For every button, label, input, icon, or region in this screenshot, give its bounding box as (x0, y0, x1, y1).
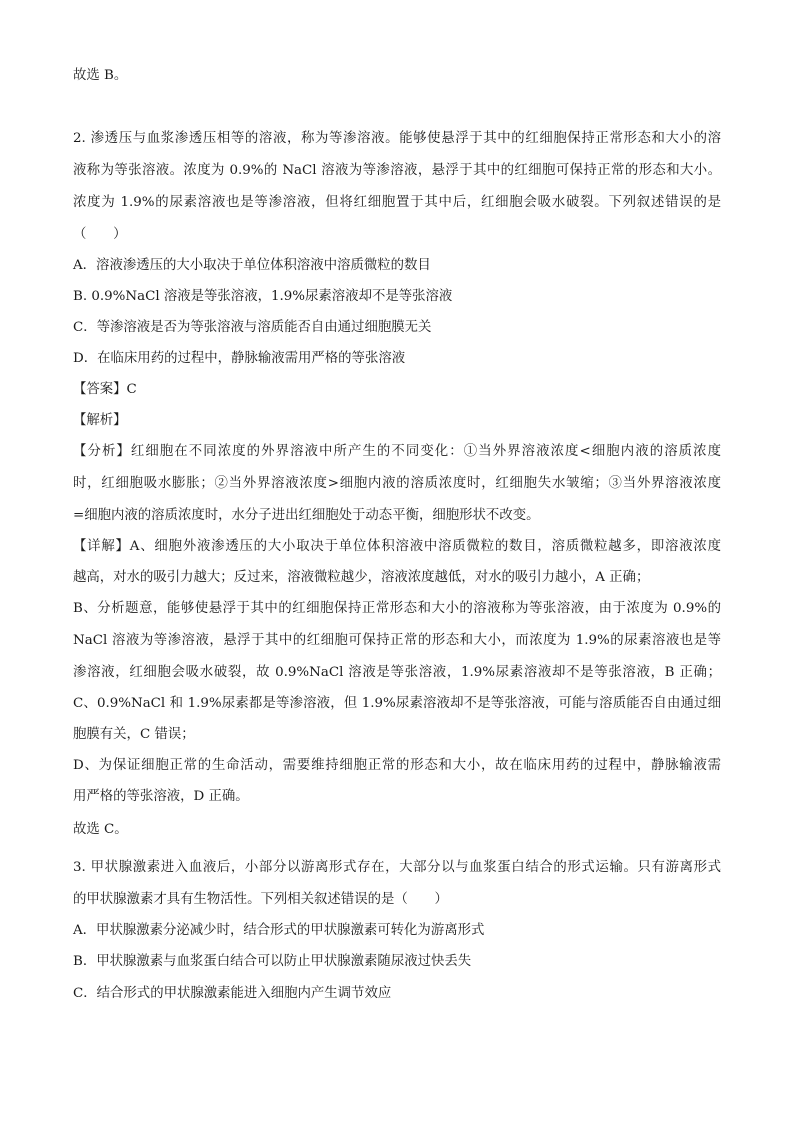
q2-detail-line-6: C、0.9%NaCl 和 1.9%尿素都是等渗溶液，但 1.9%尿素溶液却不是等张溶液，可能与溶质能否自由通过细 (73, 696, 721, 711)
q2-analysis-line-1: 【分析】红细胞在不同浓度的外界溶液中所产生的不同变化：①当外界溶液浓度<细胞内液的溶质浓度 (73, 444, 721, 459)
q3-option-b: B．甲状腺激素与血浆蛋白结合可以防止甲状腺激素随尿液过快丢失 (73, 954, 472, 969)
q3-option-c: C．结合形式的甲状腺激素能进入细胞内产生调节效应 (73, 986, 392, 1001)
q2-detail-line-2: 越高，对水的吸引力越大；反过来，溶液微粒越少，溶液浓度越低，对水的吸引力越小，A 正确； (73, 570, 650, 585)
q2-analysis-line-3: =细胞内液的溶质浓度时，水分子进出红细胞处于动态平衡，细胞形状不改变。 (73, 508, 540, 523)
q3-stem-line-2: 的甲状腺激素才具有生物活性。下列相关叙述错误的是（ ） (73, 892, 448, 907)
q2-option-b: B. 0.9%NaCl 溶液是等张溶液，1.9%尿素溶液却不是等张溶液 (73, 289, 453, 304)
q2-detail-line-7: 胞膜有关，C 错误； (73, 727, 195, 742)
q3-option-a: A．甲状腺激素分泌减少时，结合形式的甲状腺激素可转化为游离形式 (73, 923, 485, 938)
q2-stem-line-2: 液称为等张溶液。浓度为 0.9%的 NaCl 溶液为等渗溶液，悬浮于其中的红细胞可保持正常的形态和大小。 (73, 163, 721, 178)
q2-stem-blank: （ ） (73, 227, 127, 242)
q2-detail-line-4: NaCl 溶液为等渗溶液，悬浮于其中的红细胞可保持正常的形态和大小，而浓度为 1.9%的尿素溶液也是等 (73, 633, 721, 648)
q2-analysis-line-2: 时，红细胞吸水膨胀；②当外界溶液浓度>细胞内液的溶质浓度时，红细胞失水皱缩；③当外界溶液浓度 (73, 476, 721, 491)
q3-stem-line-1: 3. 甲状腺激素进入血液后，小部分以游离形式存在，大部分以与血浆蛋白结合的形式运输。只有游离形式 (73, 860, 721, 875)
q2-stem-line-3: 浓度为 1.9%的尿素溶液也是等渗溶液，但将红细胞置于其中后，红细胞会吸水破裂。下列叙述错误的是 (73, 195, 721, 210)
q2-conclusion: 故选 C。 (73, 822, 128, 837)
q2-analysis-label: 【解析】 (73, 413, 127, 428)
q2-stem-line-1: 2. 渗透压与血浆渗透压相等的溶液，称为等渗溶液。能够使悬浮于其中的红细胞保持正常形态和大小的溶 (73, 131, 721, 146)
q2-detail-line-1: 【详解】A、细胞外液渗透压的大小取决于单位体积溶液中溶质微粒的数目，溶质微粒越多，即溶液浓度 (73, 539, 721, 554)
q2-detail-line-3: B、分析题意，能够使悬浮于其中的红细胞保持正常形态和大小的溶液称为等张溶液，由于浓度为 0.9%的 (73, 601, 721, 616)
q2-detail-line-5: 渗溶液，红细胞会吸水破裂，故 0.9%NaCl 溶液是等张溶液，1.9%尿素溶液却不是等张溶液，B 正确； (73, 665, 721, 680)
q1-conclusion: 故选 B。 (73, 68, 128, 83)
q2-option-d: D．在临床用药的过程中，静脉输液需用严格的等张溶液 (73, 351, 406, 366)
q2-answer: 【答案】C (73, 382, 137, 397)
q2-detail-line-8: D、为保证细胞正常的生命活动，需要维持细胞正常的形态和大小，故在临床用药的过程中，静脉输液需 (73, 758, 721, 773)
q2-detail-line-9: 用严格的等张溶液，D 正确。 (73, 789, 249, 804)
q2-option-c: C．等渗溶液是否为等张溶液与溶质能否自由通过细胞膜无关 (73, 320, 432, 335)
q2-option-a: A．溶液渗透压的大小取决于单位体积溶液中溶质微粒的数目 (73, 258, 431, 273)
